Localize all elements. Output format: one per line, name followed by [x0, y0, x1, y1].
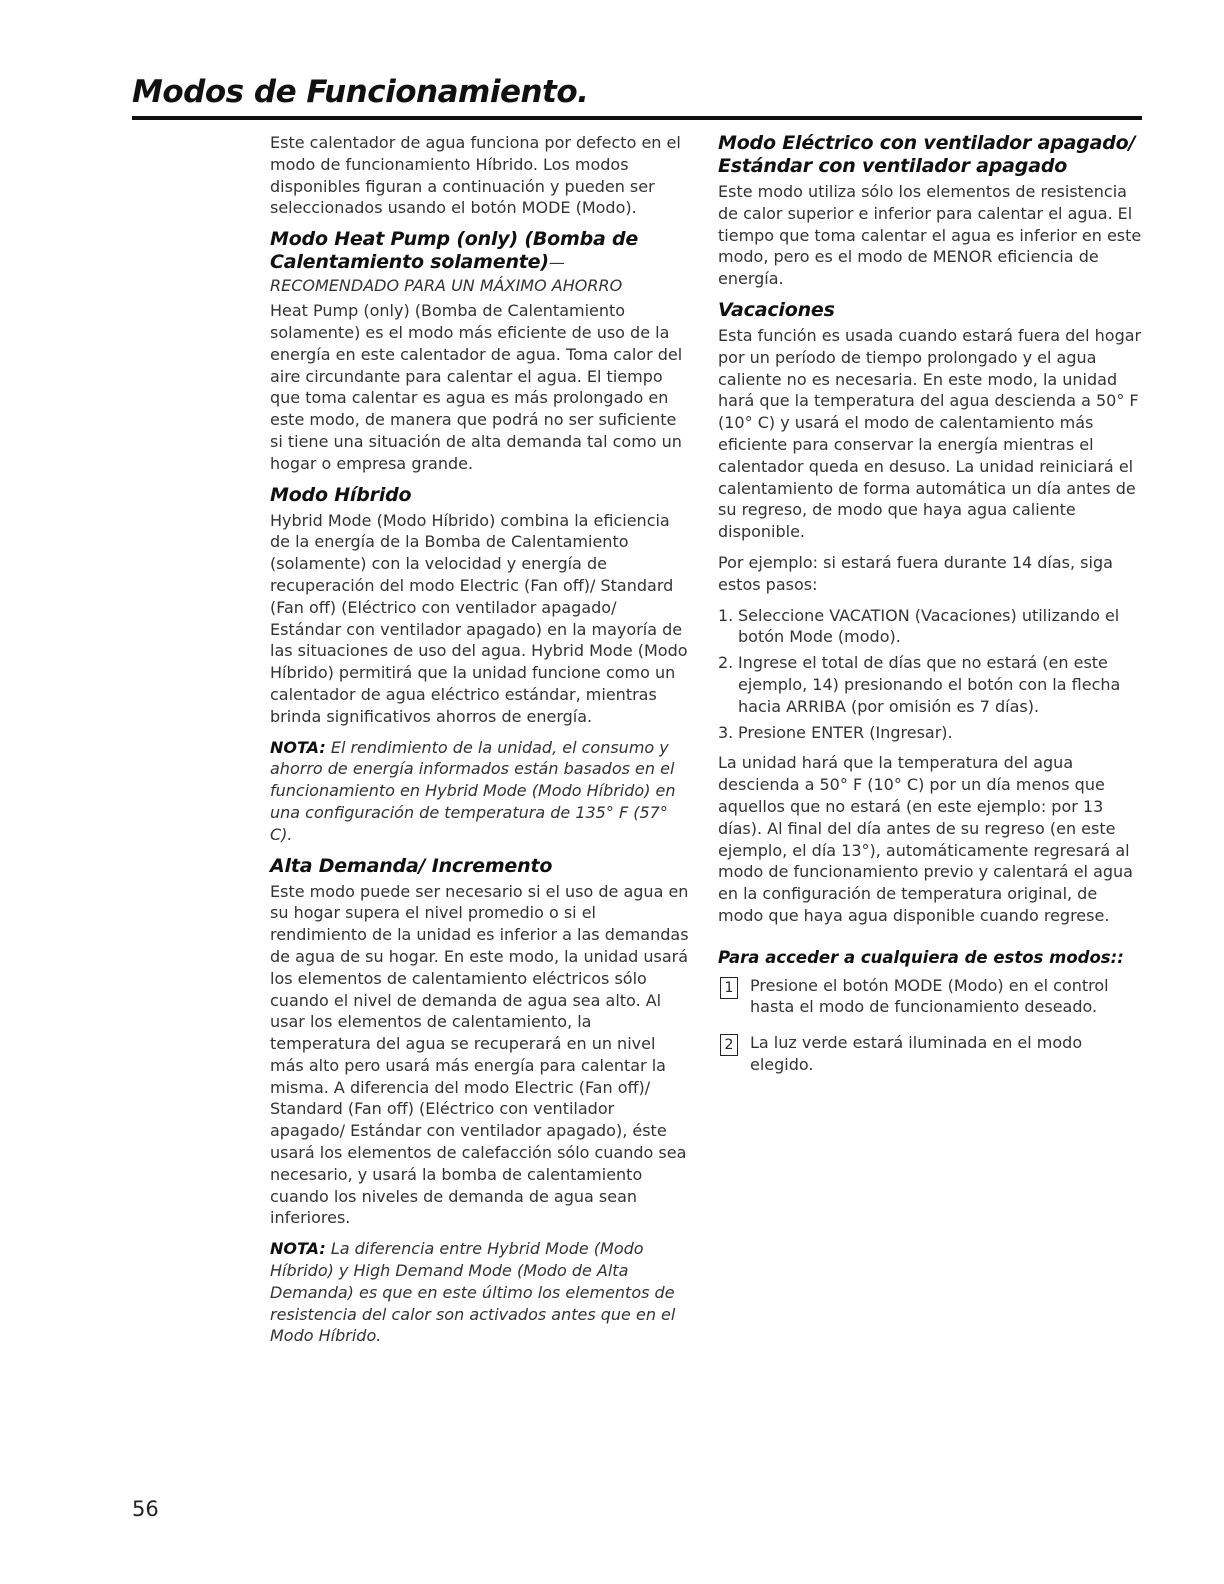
access-heading: Para acceder a cualquiera de estos modos::	[718, 947, 1124, 967]
vacation-closing: La unidad hará que la temperatura del agua descienda a 50° F (10° C) por un día menos que aquellos que no estará (en este ejemplo: por 13 días). Al final del día antes de su regreso (en este ejemplo, el día 13°), automáticamente regresará al modo de funcionamiento previo y calentará el agua en la configuración de temperatura original, de modo que haya agua disponible cuando regrese.	[718, 753, 1133, 925]
list-item	[718, 605, 1142, 649]
list-item	[718, 722, 1142, 744]
step-text: Presione ENTER (Ingresar).	[738, 722, 953, 742]
hybrid-note	[270, 737, 690, 846]
high-demand-body: Este modo puede ser necesario si el uso de agua en su hogar supera el nivel promedio o si el rendimiento de la unidad es inferior a las demandas de agua de su hogar. En este modo, la unidad usará los elementos de calentamiento eléctricos sólo cuando el nivel de demanda de agua sea alto. Al usar los elementos de calentamiento, la temperatura del agua se recuperará en un nivel más alto pero usará más energía para calentar la misma. A diferencia del modo Electric (Fan off)/ Standard (Fan off) (Eléctrico con ventilador apagado/ Estándar con ventilador apagado), éste usará los elementos de calefacción sólo cuando sea necesario, y usará la bomba de calentamiento cuando los niveles de demanda de agua sean inferiores.	[270, 881, 689, 1228]
step-text: Seleccione VACATION (Vacaciones) utilizando el botón Mode (modo).	[738, 605, 1120, 647]
vacation-heading: Vacaciones	[718, 298, 835, 321]
access-step	[718, 975, 1142, 1019]
high-demand-heading: Alta Demanda/ Incremento	[270, 854, 553, 877]
heat-pump-heading-text: Modo Heat Pump (only) (Bomba de Calentamiento solamente)	[270, 228, 639, 274]
electric-heading: Modo Eléctrico con ventilador apagado/ Estándar con ventilador apagado	[718, 132, 1136, 177]
high-demand-note	[270, 1238, 690, 1347]
step-text: Ingrese el total de días que no estará (en este ejemplo, 14) presionando el botón con la flecha hacia ARRIBA (por omisión es 7 días).	[738, 653, 1121, 716]
vacation-steps	[718, 605, 1142, 744]
page-number: 56	[132, 1497, 159, 1521]
electric-body: Este modo utiliza sólo los elementos de resistencia de calor superior e inferior para calentar el agua. El tiempo que toma calentar el agua es inferior en este modo, pero es el modo de MENOR eficiencia de energía.	[718, 182, 1142, 289]
access-step-text: Presione el botón MODE (Modo) en el control hasta el modo de funcionamiento deseado.	[750, 975, 1109, 1017]
high-demand-note-text: La diferencia entre Hybrid Mode (Modo Híbrido) y High Demand Mode (Modo de Alta Demanda) es que en este último los elementos de resistencia del calor son activados antes que en el Modo Híbrido.	[270, 1239, 676, 1346]
title-rule	[132, 116, 1142, 120]
step-number-box: 2	[720, 1034, 738, 1056]
heat-pump-body: Heat Pump (only) (Bomba de Calentamiento solamente) es el modo más eficiente de uso de la energía en este calentador de agua. Toma calor del aire circundante para calentar el agua. El tiempo que toma calentar es agua es más prolongado en este modo, de manera que podrá no ser suficiente si tiene una situación de alta demanda tal como un hogar o empresa grande.	[270, 301, 683, 473]
hybrid-heading: Modo Híbrido	[270, 483, 412, 506]
vacation-body: Esta función es usada cuando estará fuera del hogar por un período de tiempo prolongado y el agua caliente no es necesaria. En este modo, la unidad hará que la temperatura del agua descienda a 50° F (10° C) y usará el modo de calentamiento más eficiente para conservar la energía mientras el calentador queda en desuso. La unidad reiniciará el calentamiento de forma automática un día antes de su regreso, de modo que haya agua caliente disponible.	[718, 325, 1142, 542]
step-number: 2.	[718, 653, 734, 673]
heat-pump-heading	[270, 228, 690, 297]
hybrid-note-text: El rendimiento de la unidad, el consumo y ahorro de energía informados están basados en el funcionamiento en Hybrid Mode (Modo Híbrido) en una configuración de temperatura de 135° F (57° C).	[270, 737, 676, 844]
access-step-text: La luz verde estará iluminada en el modo elegido.	[750, 1033, 1083, 1074]
high-demand-note-label: NOTA:	[270, 1239, 326, 1259]
page-title: Modos de Funcionamiento.	[132, 74, 589, 110]
step-number: 3.	[718, 722, 734, 742]
hybrid-body: Hybrid Mode (Modo Híbrido) combina la eficiencia de la energía de la Bomba de Calentamiento (solamente) con la velocidad y energía de recuperación del modo Electric (Fan off)/ Standard (Fan off) (Eléctrico con ventilador apagado/ Estándar con ventilador apagado) en la mayoría de las situaciones de uso del agua. Hybrid Mode (Modo Híbrido) permitirá que la unidad funcione como un calentador de agua eléctrico estándar, mientras brinda significativos ahorros de energía.	[270, 510, 688, 726]
vacation-example: Por ejemplo: si estará fuera durante 14 días, siga estos pasos:	[718, 552, 1113, 594]
left-column	[270, 132, 690, 1356]
list-item	[718, 652, 1142, 717]
heat-pump-subheading: —RECOMENDADO PARA UN MÁXIMO AHORRO	[270, 253, 623, 296]
intro-paragraph: Este calentador de agua funciona por defecto en el modo de funcionamiento Híbrido. Los modos disponibles figuran a continuación y pueden ser seleccionados usando el botón MODE (Modo).	[270, 133, 681, 218]
right-column	[718, 132, 1142, 1090]
hybrid-note-label: NOTA:	[270, 737, 326, 757]
step-number-box: 1	[720, 977, 738, 999]
step-number: 1.	[718, 605, 734, 625]
access-step	[718, 1032, 1142, 1076]
